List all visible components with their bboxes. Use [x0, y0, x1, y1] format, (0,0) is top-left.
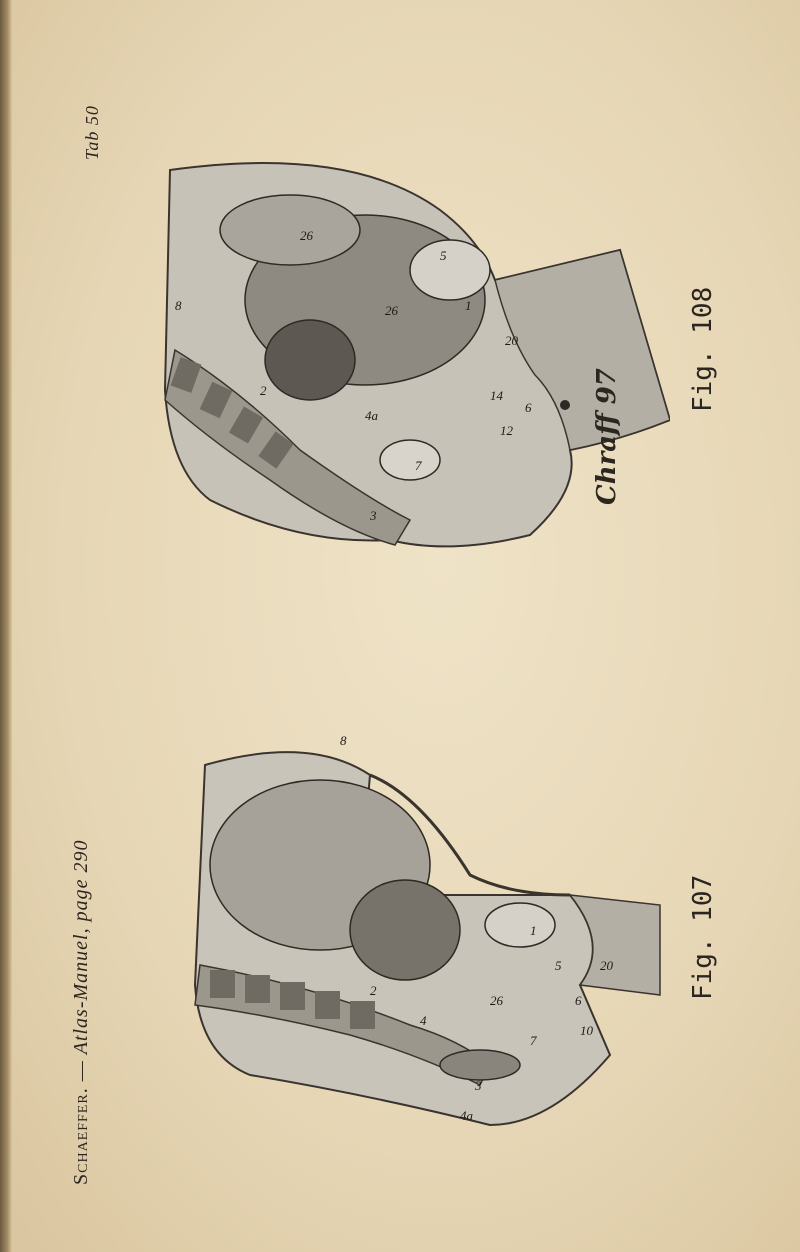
fig108-label-3: 3	[370, 508, 377, 523]
author-name: Schaeffer.	[70, 1087, 92, 1185]
fig107-label-1: 1	[530, 923, 537, 938]
fig107-label-4: 4	[420, 1013, 427, 1028]
fig108-label-26a: 26	[300, 228, 313, 243]
fig107-placenta	[485, 903, 555, 947]
fig108-fetus-head	[265, 320, 355, 400]
fig108-label-14: 14	[490, 388, 503, 403]
fig107-rectum	[440, 1050, 520, 1080]
fig107-label-8: 8	[340, 735, 347, 748]
fig107-label-4a: 4a	[460, 1108, 473, 1123]
fig108-label-6: 6	[525, 400, 532, 415]
fig108-placenta	[410, 240, 490, 300]
book-title-page: Atlas-Manuel, page 290	[70, 839, 92, 1055]
fig107-label-3: 3	[475, 1078, 482, 1093]
artist-signature: Chraff 97	[592, 368, 622, 505]
fig108-label-2: 2	[260, 383, 267, 398]
running-head	[70, 840, 93, 1185]
fig108-label-20: 20	[505, 333, 518, 348]
fig107-fetal-head	[350, 880, 460, 980]
fig108-fetal-body	[220, 195, 360, 265]
fig108-label-26b: 26	[385, 303, 398, 318]
fig107-label-5: 5	[555, 958, 562, 973]
fig108-dark-spot	[560, 400, 570, 410]
figure-108-caption: Fig. 108	[688, 286, 718, 412]
fig107-label-7: 7	[530, 1033, 537, 1048]
fig107-label-10: 10	[580, 1023, 593, 1038]
fig107-label-26: 26	[490, 993, 503, 1008]
fig107-label-20: 20	[600, 958, 613, 973]
fig108-label-8: 8	[175, 298, 182, 313]
fig108-bladder	[380, 440, 440, 480]
fig108-label-5: 5	[440, 248, 447, 263]
fig108-label-1: 1	[465, 298, 472, 313]
figure-107-illustration	[190, 735, 670, 1135]
book-binding-edge	[0, 0, 12, 1252]
plate-label: Tab 50	[82, 105, 102, 160]
fig108-label-7: 7	[415, 458, 422, 473]
fig108-label-4a: 4a	[365, 408, 378, 423]
fig107-label-2: 2	[370, 983, 377, 998]
figure-107-caption: Fig. 107	[688, 874, 718, 1000]
running-head-dash: —	[70, 1054, 92, 1088]
fig107-label-6: 6	[575, 993, 582, 1008]
fig108-label-12: 12	[500, 423, 513, 438]
